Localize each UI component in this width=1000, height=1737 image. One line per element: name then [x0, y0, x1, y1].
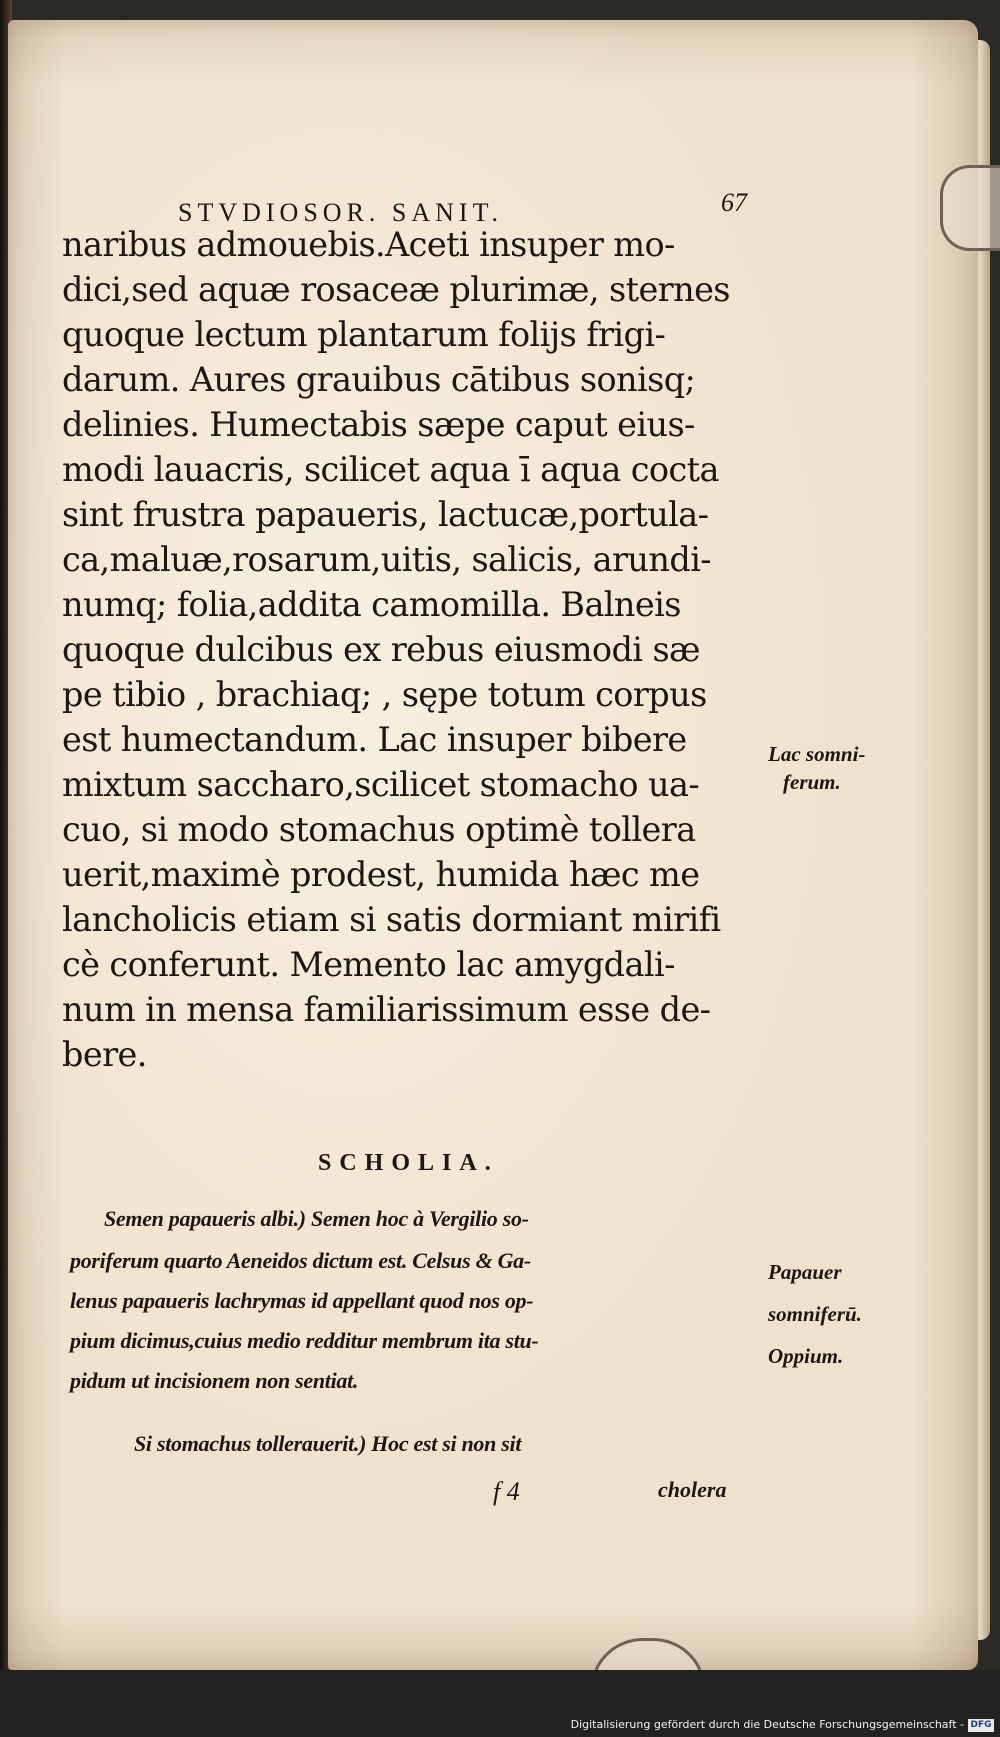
scholia-heading: SCHOLIA. [318, 1150, 499, 1176]
main-text-line: est humectandum. Lac insuper bibere [62, 720, 687, 759]
main-text-line: naribus admouebis.Aceti insuper mo- [62, 225, 675, 264]
footer-strip [0, 1670, 1000, 1737]
running-head: STVDIOSOR. SANIT. [178, 198, 504, 227]
main-text-line: numq; folia,addita camomilla. Balneis [62, 585, 681, 624]
main-text-line: sint frustra papaueris, lactucæ,portula- [62, 495, 709, 534]
scholia-line: Semen papaueris albi.) Semen hoc à Vergilio so- [104, 1206, 529, 1231]
margin-note-lac: ferum. [783, 770, 841, 794]
page-text-area [48, 20, 968, 1680]
margin-note-lac: Lac somni- [768, 742, 866, 766]
scholia-line: pium dicimus,cuius medio redditur membrum ita stu- [70, 1328, 539, 1353]
main-text-line: delinies. Humectabis sæpe caput eius- [62, 405, 695, 444]
main-text-line: bere. [62, 1035, 147, 1074]
main-text-line: cuo, si modo stomachus optimè tollera [62, 810, 696, 849]
digitization-credit: Digitalisierung gefördert durch die Deutsche Forschungsgemeinschaft - [570, 1718, 964, 1731]
clip-right [940, 165, 1000, 251]
main-text-line: quoque lectum plantarum folijs frigi- [62, 315, 666, 354]
main-text-line: pe tibio , brachiaq; , sępe totum corpus [62, 675, 707, 714]
signature-mark: f 4 [493, 1477, 520, 1506]
main-text-line: lancholicis etiam si satis dormiant mirifi [62, 900, 721, 939]
scholia-line: pidum ut incisionem non sentiat. [70, 1368, 359, 1393]
main-text-line: darum. Aures grauibus cātibus sonisq; [62, 360, 696, 399]
scholia-line: Si stomachus tollerauerit.) Hoc est si non sit [134, 1431, 522, 1456]
main-text-line: num in mensa familiarissimum esse de- [62, 990, 711, 1029]
main-text-line: quoque dulcibus ex rebus eiusmodi sæ [62, 630, 700, 669]
dfg-logo: DFG [968, 1719, 994, 1732]
scholia-line: poriferum quarto Aeneidos dictum est. Celsus & Ga- [70, 1248, 531, 1273]
main-text-line: cè conferunt. Memento lac amygdali- [62, 945, 675, 984]
scholia-line: lenus papaueris lachrymas id appellant quod nos op- [70, 1288, 534, 1313]
book-page [8, 20, 978, 1670]
margin-note-papauer: Papauer [768, 1260, 842, 1284]
main-text-line: mixtum saccharo,scilicet stomacho ua- [62, 765, 700, 804]
folio-number: 67 [721, 188, 747, 217]
main-text-line: dici,sed aquæ rosaceæ plurimæ, sternes [62, 270, 730, 309]
catchword: cholera [658, 1477, 727, 1502]
margin-note-papauer: Oppium. [768, 1344, 844, 1368]
main-text-line: ca,maluæ,rosarum,uitis, salicis, arundi- [62, 540, 712, 579]
main-text-line: uerit,maximè prodest, humida hæc me [62, 855, 700, 894]
margin-note-papauer: somniferū. [768, 1302, 862, 1326]
main-text-line: modi lauacris, scilicet aqua ī aqua cocta [62, 450, 719, 489]
